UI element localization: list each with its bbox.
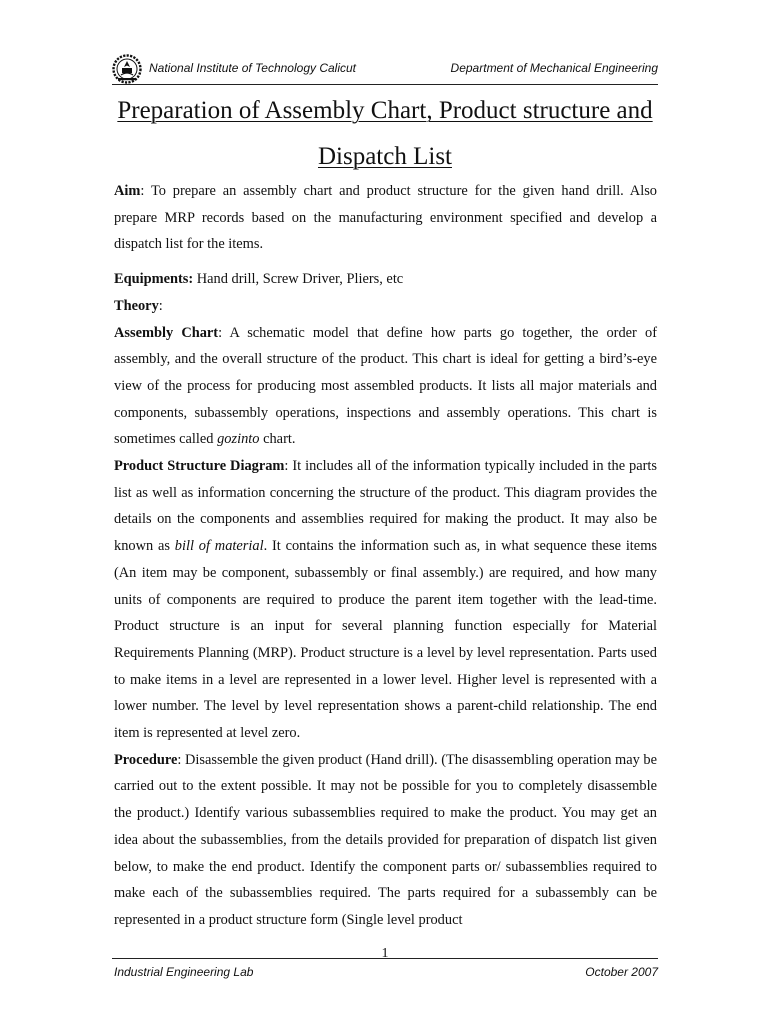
procedure-label: Procedure: [114, 751, 178, 768]
equipments-paragraph: [114, 266, 657, 293]
page-number: 1: [381, 946, 389, 961]
assembly-chart-paragraph: [114, 320, 657, 454]
footer-lab-name: Industrial Engineering Lab: [114, 965, 254, 979]
assembly-chart-text-end: chart.: [259, 431, 296, 448]
footer-date: October 2007: [585, 965, 658, 979]
aim-paragraph: [114, 178, 657, 258]
title-line-2: Dispatch List: [317, 143, 452, 170]
procedure-paragraph: [114, 747, 657, 934]
assembly-chart-text: : A schematic model that define how parts go together, the order of assembly, and the overall structure of the product. This chart is ideal for getting a bird’s-eye view of the process for producing most assembled products. It lists all major materials and components, subassembly operations, inspections and assembly operations. This chart is sometimes called: [114, 324, 657, 448]
theory-colon: :: [158, 297, 163, 314]
page-footer: [112, 958, 658, 983]
aim-text: : To prepare an assembly chart and product structure for the given hand drill. Also prepare MRP records based on the manufacturing environment specified and develop a dispatch list for the items.: [114, 183, 657, 253]
header-department: Department of Mechanical Engineering: [450, 61, 658, 75]
equipments-text: Hand drill, Screw Driver, Pliers, etc: [193, 271, 404, 288]
theory-label: Theory: [114, 297, 159, 314]
product-structure-text-end: . It contains the information such as, in what sequence these items (An item may be component, subassembly or final assembly.) are required, and how many units of components are required to produce the parent item together with the lead-time. Product structure is an input for several planning function especially for Material Requirements Planning (MRP). Product structure is a level by level representation. Parts used to make items in a level are represented in a lower level. Higher level is represented with a lower number. The level by level representation shows a parent-child relationship. The end item is represented at level zero.: [114, 538, 657, 742]
bill-of-material-term: bill of material: [174, 538, 264, 555]
institute-emblem-icon: [112, 54, 142, 84]
title-line-1: Preparation of Assembly Chart, Product structure and: [117, 97, 653, 124]
page-header: [112, 54, 658, 85]
header-institute: National Institute of Technology Calicut: [149, 61, 357, 75]
equipments-label: Equipments:: [114, 271, 194, 288]
document-body: [114, 178, 657, 934]
theory-heading: [114, 293, 657, 320]
procedure-text: : Disassemble the given product (Hand drill). (The disassembling operation may be carried out to the extent possible. It may not be possible for you to completely disassemble the product.) Identify various subassemblies required to make the product. You may get an idea about the subassemblies, from the details provided for preparation of dispatch list given below, to make the end product. Identify the component parts or/ subassemblies required to make each of the subassemblies required. The parts required for a subassembly can be represented in a product structure form (Single level product: [114, 751, 657, 928]
page-title: [112, 88, 658, 180]
product-structure-paragraph: [114, 453, 657, 747]
gozinto-term: gozinto: [217, 431, 260, 448]
product-structure-text: : It includes all of the information typically included in the parts list as well as information concerning the structure of the product. This diagram provides the details on the components and assemblies required for making the product. It may also be known as: [114, 458, 657, 555]
product-structure-label: Product Structure Diagram: [114, 458, 285, 475]
aim-label: Aim: [114, 183, 141, 199]
assembly-chart-label: Assembly Chart: [114, 324, 219, 341]
